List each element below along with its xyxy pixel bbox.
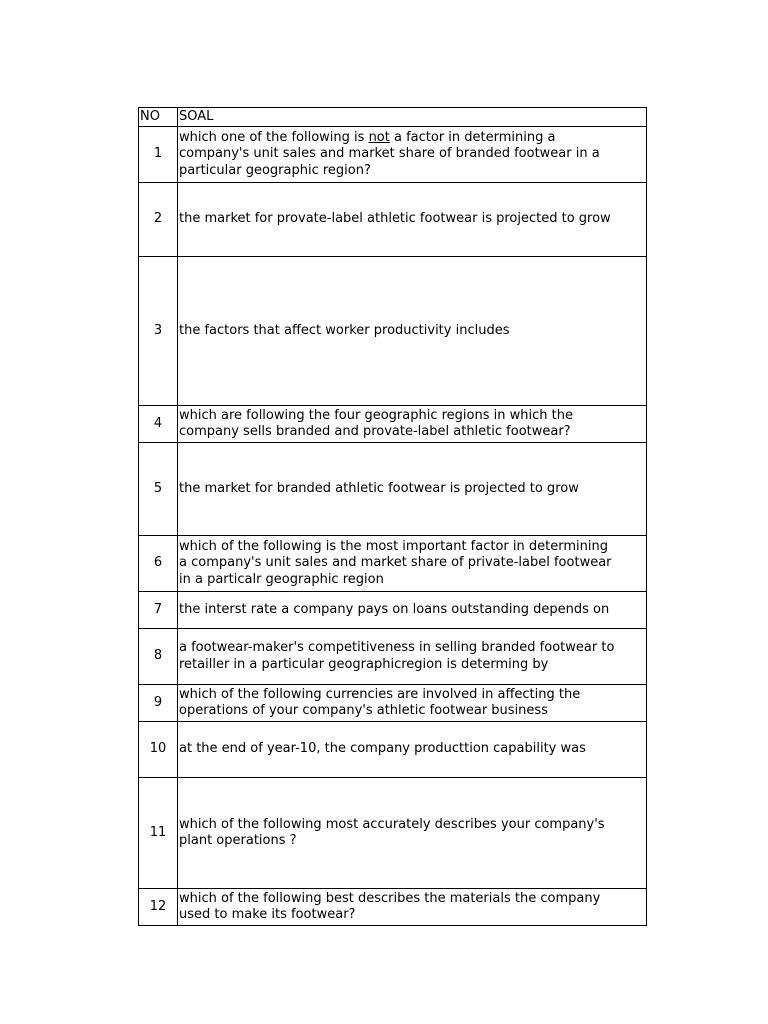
row-number: 7 [139,592,178,629]
question-text: which of the following most accurately describes your company's plant operations ? [178,778,647,889]
table-row [139,443,647,536]
row-number: 2 [139,183,178,257]
table-row [139,722,647,778]
table-row [139,889,647,926]
table-row [139,685,647,722]
table-row [139,778,647,889]
header-soal: SOAL [178,108,647,127]
table-row [139,183,647,257]
table-row [139,592,647,629]
row-number: 11 [139,778,178,889]
table-row [139,536,647,592]
question-text: the interst rate a company pays on loans outstanding depends on [178,592,647,629]
header-row [139,108,647,127]
row-number: 9 [139,685,178,722]
question-text: the market for branded athletic footwear is projected to grow [178,443,647,536]
header-no: NO [139,108,178,127]
question-text: a footwear-maker's competitiveness in selling branded footwear to retailler in a particular geographicregion is determing by [178,629,647,685]
question-text: which of the following is the most important factor in determining a company's unit sales and market share of private-label footwear in a particalr geographic region [178,536,647,592]
table-row [139,629,647,685]
row-number: 5 [139,443,178,536]
question-text: which are following the four geographic regions in which the company sells branded and provate-label athletic footwear? [178,406,647,443]
question-text: which of the following best describes the materials the company used to make its footwear? [178,889,647,926]
question-text: the market for provate-label athletic footwear is projected to grow [178,183,647,257]
row-number: 8 [139,629,178,685]
row-number: 6 [139,536,178,592]
row-number: 1 [139,127,178,183]
underlined-word: not [368,129,390,145]
question-text [178,127,647,183]
question-text-part: which one of the following is [179,129,369,145]
question-text: the factors that affect worker productivity includes [178,257,647,406]
row-number: 10 [139,722,178,778]
question-text-part: a factor in determining a company's unit sales and market share of branded footwear in a particular geographic region? [179,129,600,178]
table-row [139,406,647,443]
row-number: 4 [139,406,178,443]
question-text: which of the following currencies are involved in affecting the operations of your company's athletic footwear business [178,685,647,722]
row-number: 3 [139,257,178,406]
question-table [138,107,647,926]
row-number: 12 [139,889,178,926]
question-text: at the end of year-10, the company producttion capability was [178,722,647,778]
table-row [139,257,647,406]
table-row [139,127,647,183]
